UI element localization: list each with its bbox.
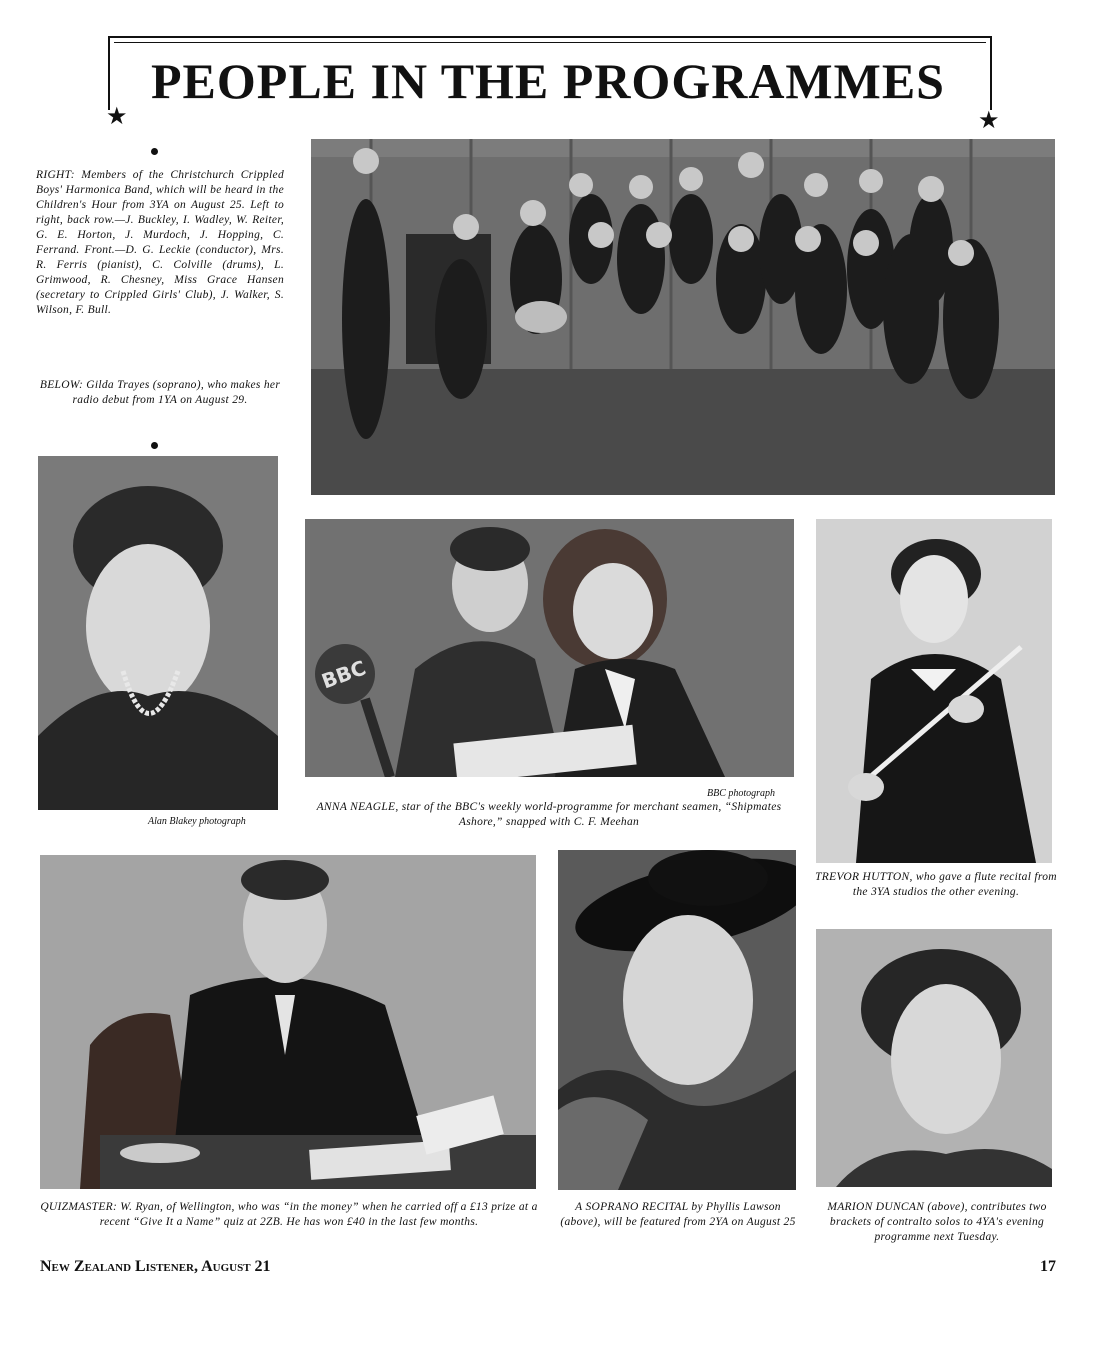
anna-neagle-photo	[305, 519, 794, 777]
quizmaster-photo	[40, 855, 536, 1189]
alan-credit: Alan Blakey photograph	[148, 816, 246, 827]
gilda-trayes-photo	[38, 456, 278, 810]
star-icon: ★	[106, 102, 128, 130]
trevor-caption: TREVOR HUTTON, who gave a flute recital from the 3YA studios the other evening.	[815, 871, 1057, 898]
phyllis-lawson-photo	[558, 850, 796, 1190]
page-number: 17	[1040, 1258, 1056, 1275]
bbc-mic-label: BBC	[318, 655, 369, 694]
page-title: PEOPLE IN THE PROGRAMMES	[151, 53, 945, 109]
band-caption: RIGHT: Members of the Christchurch Crippled Boys' Harmonica Band, which will be heard in the Children's Hour from 3YA on August 25. Left to right, back row.—J. Buckley, I. Wadley, W. Reiter, G. E. Horton, J. Murdoch, J. Hopping, C. Ferrand. Front.—D. G. Leckie (conductor), Mrs. R. Ferris (pianist), C. Colville (drums), L. Grimwood, R. Chesney, Miss Grace Hansen (secretary to Crippled Girls' Club), J. Walker, S. Wilson, F. Bull.	[36, 169, 284, 316]
bullet-dot	[151, 442, 158, 449]
star-icon: ★	[978, 106, 1000, 134]
gilda-caption: BELOW: Gilda Trayes (soprano), who makes her radio debut from 1YA on August 29.	[39, 379, 281, 406]
footer-publication: New Zealand Listener, August 21	[40, 1258, 271, 1275]
anna-caption: ANNA NEAGLE, star of the BBC's weekly world-programme for merchant seamen, “Shipmates Ashore,” snapped with C. F. Meehan	[316, 801, 782, 828]
quizmaster-caption: QUIZMASTER: W. Ryan, of Wellington, who was “in the money” when he carried off a £13 prize at a recent “Give It a Name” quiz at 2ZB. He has won £40 in the last few months.	[40, 1201, 538, 1228]
bullet-dot	[151, 148, 158, 155]
marion-caption: MARION DUNCAN (above), contributes two brackets of contralto solos to 4YA's evening programme next Tuesday.	[827, 1201, 1047, 1243]
bbc-credit: BBC photograph	[707, 788, 776, 799]
trevor-hutton-photo	[816, 519, 1052, 863]
marion-duncan-photo	[816, 929, 1052, 1187]
soprano-caption: A SOPRANO RECITAL by Phyllis Lawson (above), will be featured from 2YA on August 25	[560, 1201, 796, 1228]
band-photo	[311, 139, 1055, 495]
